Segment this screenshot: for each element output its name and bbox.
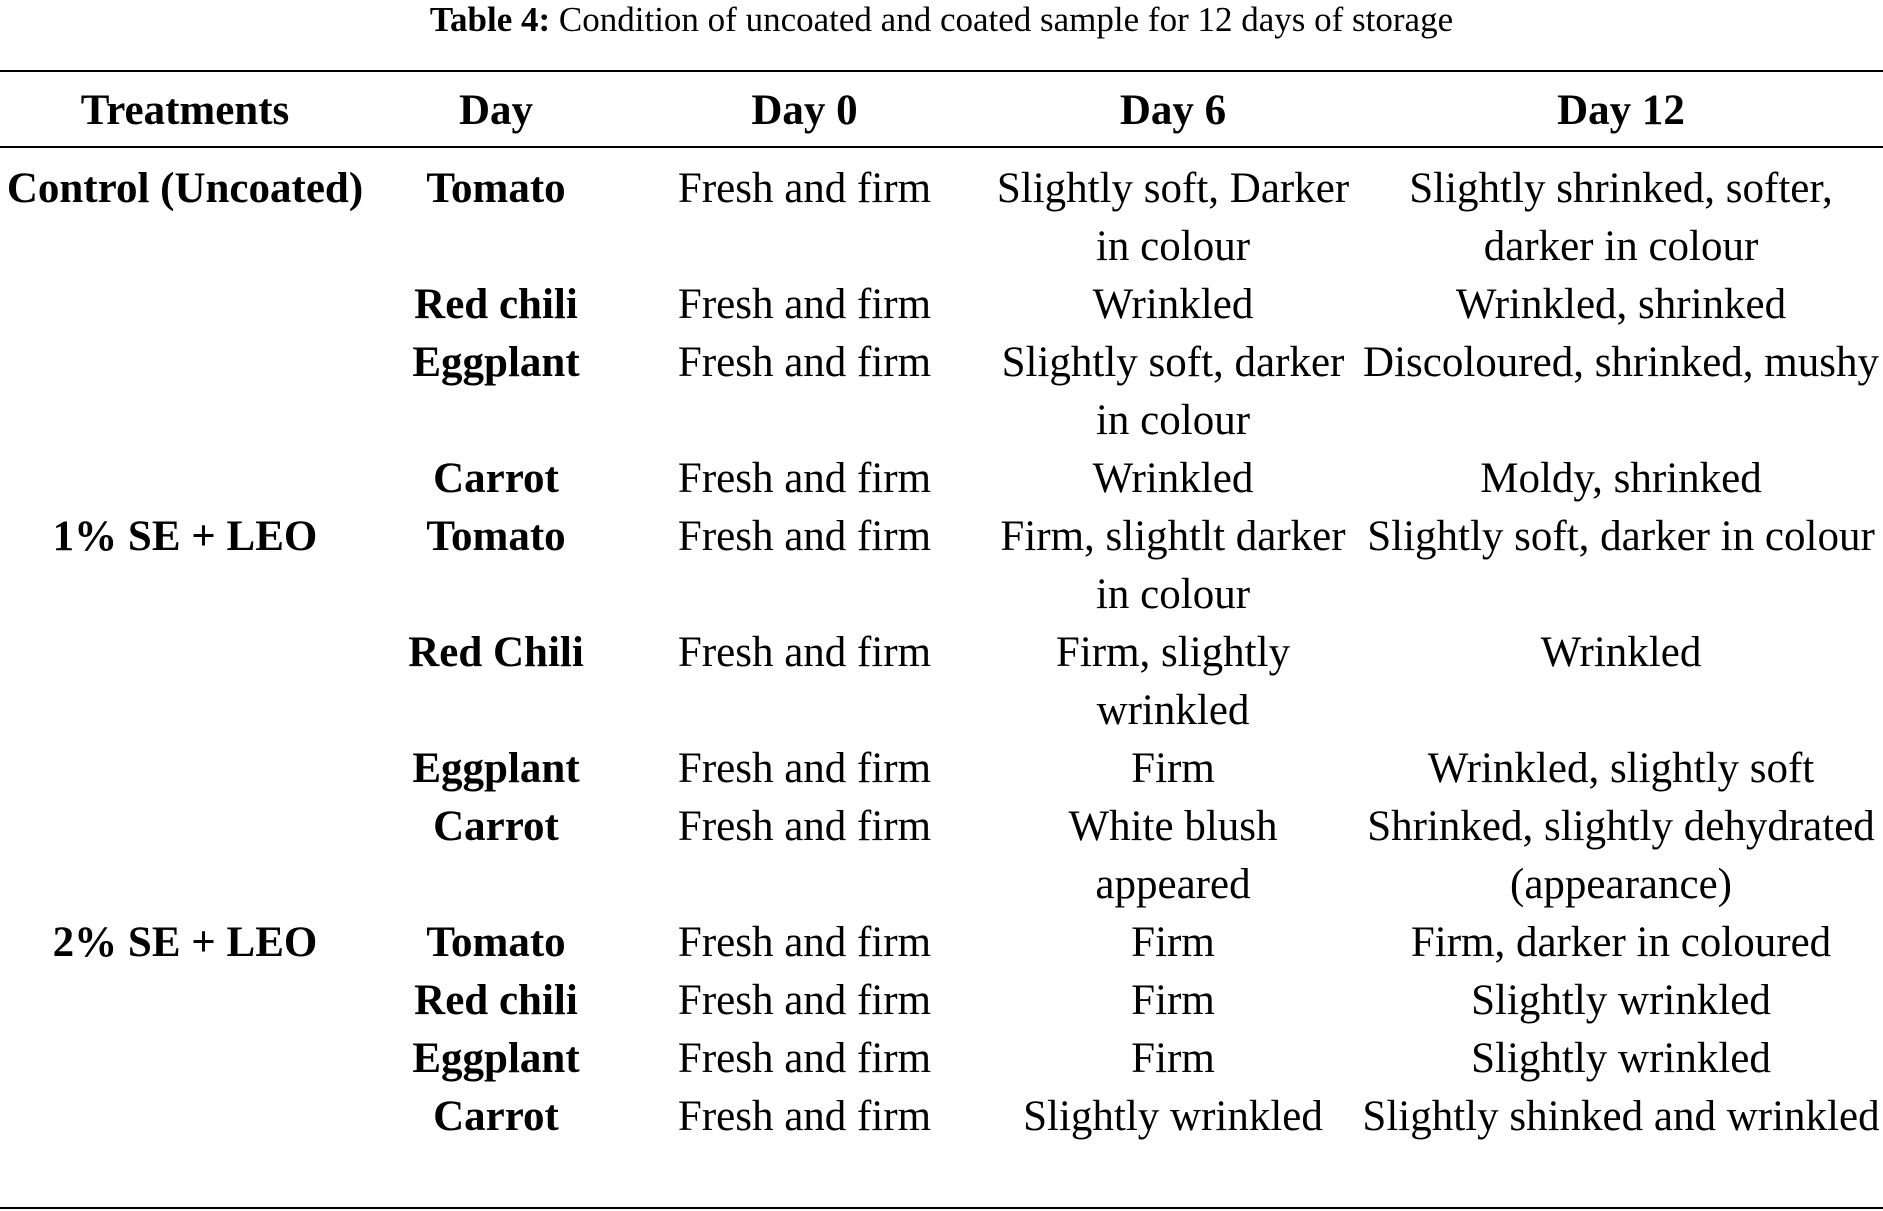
day12-cell: Slightly shinked and wrinkled [1362, 1093, 1880, 1140]
day6-cell: Firm [1131, 977, 1215, 1024]
day6-cell: Firm, slightlt darker in colour [1000, 513, 1346, 618]
table-row [0, 450, 1883, 508]
treatment-cell [0, 624, 370, 740]
day0-cell: Fresh and firm [677, 1093, 932, 1140]
day12-cell: Moldy, shrinked [1480, 455, 1762, 502]
treatment-cell: Control (Uncoated) [6, 165, 364, 212]
day0-cell: Fresh and firm [677, 745, 932, 792]
item-cell: Red chili [414, 977, 578, 1024]
day0-cell: Fresh and firm [677, 977, 932, 1024]
header-day-12: Day 12 [1557, 87, 1685, 134]
treatment-cell [0, 334, 370, 450]
day0-cell: Fresh and firm [677, 1035, 932, 1082]
item-cell: Eggplant [412, 745, 580, 792]
day6-cell: Wrinkled [1092, 281, 1254, 328]
item-cell: Tomato [426, 513, 566, 560]
item-cell: Carrot [433, 455, 559, 502]
table-row [0, 740, 1883, 798]
day0-cell: Fresh and firm [677, 919, 932, 966]
day12-cell: Slightly wrinkled [1471, 977, 1771, 1024]
day6-cell: Firm [1131, 919, 1215, 966]
treatment-cell [0, 450, 370, 508]
day12-cell: Wrinkled, slightly soft [1427, 745, 1815, 792]
day12-cell: Wrinkled, shrinked [1455, 281, 1787, 328]
table-row [0, 914, 1883, 972]
table-caption [0, 0, 1883, 40]
day0-cell: Fresh and firm [677, 455, 932, 502]
item-cell: Eggplant [412, 339, 580, 386]
treatment-cell [0, 798, 370, 914]
item-cell: Tomato [426, 919, 566, 966]
item-cell: Tomato [426, 165, 566, 212]
day6-cell: Slightly wrinkled [1023, 1093, 1323, 1140]
day12-cell: Discoloured, shrinked, mushy [1363, 339, 1879, 386]
treatment-cell: 1% SE + LEO [52, 513, 318, 560]
table-top-rule [0, 70, 1883, 72]
day0-cell: Fresh and firm [677, 165, 932, 212]
header-day: Day [458, 87, 534, 134]
header-row [0, 82, 1883, 146]
treatment-cell [0, 1030, 370, 1088]
day0-cell: Fresh and firm [677, 803, 932, 850]
treatment-cell [0, 1088, 370, 1146]
table-row [0, 972, 1883, 1030]
treatment-cell [0, 740, 370, 798]
day6-cell: Firm, slightly wrinkled [1055, 629, 1291, 734]
treatment-cell [0, 276, 370, 334]
table-caption-label: Table 4: [429, 0, 551, 39]
header-day-0: Day 0 [751, 87, 858, 134]
item-cell: Red chili [414, 281, 578, 328]
day12-cell: Wrinkled [1540, 629, 1702, 676]
condition-table [0, 82, 1883, 1146]
item-cell: Eggplant [412, 1035, 580, 1082]
day6-cell: Firm [1131, 745, 1215, 792]
table-bottom-rule [0, 1207, 1883, 1209]
day0-cell: Fresh and firm [677, 339, 932, 386]
day0-cell: Fresh and firm [677, 629, 932, 676]
day12-cell: Slightly soft, darker in colour [1367, 513, 1875, 560]
day6-cell: Slightly soft, darker in colour [1001, 339, 1345, 444]
day6-cell: White blush appeared [1068, 803, 1278, 908]
item-cell: Red Chili [408, 629, 584, 676]
header-day-6: Day 6 [1119, 87, 1227, 134]
item-cell: Carrot [433, 803, 559, 850]
table-row [0, 334, 1883, 450]
table-row [0, 798, 1883, 914]
day0-cell: Fresh and firm [677, 281, 932, 328]
table-row [0, 276, 1883, 334]
treatment-cell [0, 972, 370, 1030]
table-row [0, 624, 1883, 740]
day12-cell: Slightly wrinkled [1471, 1035, 1771, 1082]
day6-cell: Wrinkled [1092, 455, 1254, 502]
treatment-cell: 2% SE + LEO [52, 919, 318, 966]
item-cell: Carrot [433, 1093, 559, 1140]
table-row [0, 508, 1883, 624]
day6-cell: Slightly soft, Darker in colour [996, 165, 1350, 270]
day6-cell: Firm [1131, 1035, 1215, 1082]
day12-cell: Firm, darker in coloured [1410, 919, 1832, 966]
table-row [0, 146, 1883, 276]
day12-cell: Slightly shrinked, softer, darker in colour [1409, 165, 1833, 270]
day12-cell: Shrinked, slightly dehydrated (appearance) [1367, 803, 1875, 908]
header-treatments: Treatments [80, 87, 290, 134]
table-row [0, 1030, 1883, 1088]
table-caption-text: Condition of uncoated and coated sample for 12 days of storage [550, 0, 1454, 39]
day0-cell: Fresh and firm [677, 513, 932, 560]
table-row [0, 1088, 1883, 1146]
